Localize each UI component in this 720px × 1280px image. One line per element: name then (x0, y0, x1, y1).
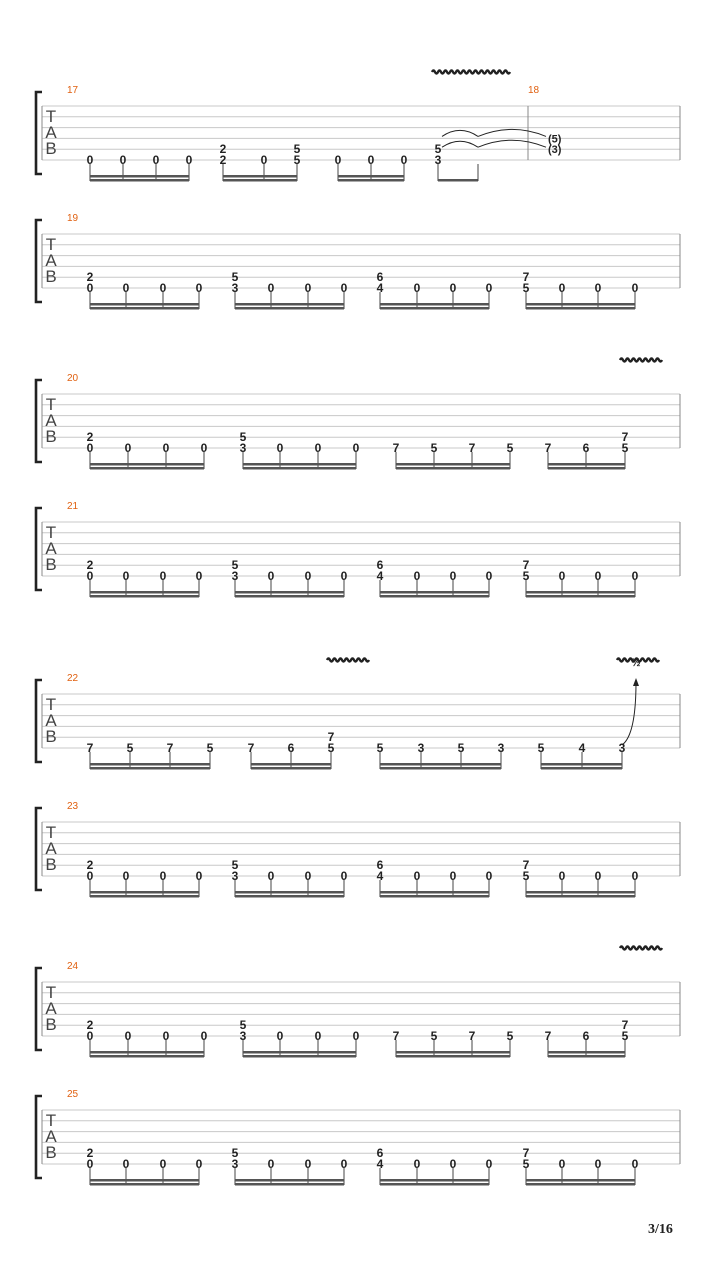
fret-number: 0 (152, 153, 160, 167)
fret-number: 0 (314, 1029, 322, 1043)
beam (380, 1179, 489, 1182)
beam (90, 1179, 199, 1182)
fret-number: 0 (162, 1029, 170, 1043)
beam (90, 1051, 204, 1054)
beam (526, 1183, 635, 1186)
fret-number: 0 (352, 1029, 360, 1043)
fret-number: 0 (195, 1157, 203, 1171)
fret-number: 0 (485, 281, 493, 295)
system-bracket (36, 968, 42, 1050)
beam (526, 307, 635, 310)
vibrato-mark (620, 359, 662, 362)
fret-number: 5 (522, 569, 530, 583)
tied-fret: (5) (548, 133, 562, 146)
beam (235, 1179, 344, 1182)
fret-number: 7 (522, 558, 530, 573)
beam (90, 591, 199, 594)
tie-arc (478, 129, 546, 136)
fret-number: 5 (434, 142, 442, 157)
tab-system (36, 501, 680, 598)
fret-number: 0 (631, 1157, 639, 1171)
fret-number: 0 (413, 869, 421, 883)
fret-number: 0 (594, 1157, 602, 1171)
system-bracket (36, 808, 42, 890)
tab-clef-letter: B (45, 427, 57, 446)
fret-number: 0 (558, 869, 566, 883)
tab-clef-letter: T (45, 523, 57, 542)
fret-number: 0 (485, 869, 493, 883)
fret-number: 6 (287, 741, 295, 755)
tab-clef-letter: T (45, 695, 57, 714)
fret-number: 3 (239, 1029, 247, 1043)
tab-clef-letter: T (45, 235, 57, 254)
fret-number: 5 (239, 1018, 247, 1033)
tab-clef-letter: A (45, 411, 57, 430)
fret-number: 0 (314, 441, 322, 455)
beam (526, 595, 635, 598)
beam (526, 895, 635, 898)
beam (548, 1051, 625, 1054)
fret-number: 7 (522, 1146, 530, 1161)
fret-number: 7 (522, 270, 530, 285)
beam (90, 1055, 204, 1058)
fret-number: 5 (231, 858, 239, 873)
fret-number: 0 (122, 1157, 130, 1171)
beam (90, 179, 189, 182)
tab-clef-letter: A (45, 123, 57, 142)
beam (548, 1055, 625, 1058)
fret-number: 0 (86, 281, 94, 295)
fret-number: 6 (582, 1029, 590, 1043)
fret-number: 0 (449, 281, 457, 295)
fret-number: 0 (340, 569, 348, 583)
fret-number: 5 (522, 1157, 530, 1171)
fret-number: 7 (621, 1018, 629, 1033)
fret-number: 0 (159, 569, 167, 583)
fret-number: 4 (578, 741, 586, 755)
fret-number: 0 (200, 441, 208, 455)
fret-number: 5 (206, 741, 214, 755)
beam (380, 891, 489, 894)
measure-number: 24 (67, 961, 79, 972)
tab-clef-letter: A (45, 999, 57, 1018)
fret-number: 0 (159, 1157, 167, 1171)
fret-number: 0 (304, 281, 312, 295)
fret-number: 0 (334, 153, 342, 167)
fret-number: 0 (413, 281, 421, 295)
fret-number: 2 (86, 430, 94, 445)
beam (526, 591, 635, 594)
beam (438, 179, 478, 182)
fret-number: 7 (86, 741, 94, 755)
tab-system (36, 213, 680, 310)
fret-number: 4 (376, 281, 384, 295)
fret-number: 5 (376, 741, 384, 755)
fret-number: 0 (340, 281, 348, 295)
bend-amount: ½ (631, 657, 641, 669)
fret-number: 5 (231, 1146, 239, 1161)
beam (235, 595, 344, 598)
beam (380, 595, 489, 598)
fret-number: 4 (376, 1157, 384, 1171)
tab-system (36, 1089, 680, 1186)
fret-number: 0 (122, 281, 130, 295)
fret-number: 2 (86, 858, 94, 873)
fret-number: 3 (618, 741, 626, 755)
measure-number: 18 (528, 85, 540, 96)
measure-number: 22 (67, 673, 79, 684)
fret-number: 0 (485, 1157, 493, 1171)
fret-number: 0 (122, 869, 130, 883)
beam (90, 767, 210, 770)
fret-number: 0 (162, 441, 170, 455)
tie-arc (442, 130, 478, 136)
tab-clef-letter: B (45, 1015, 57, 1034)
beam (251, 767, 331, 770)
vibrato-mark (327, 659, 369, 662)
fret-number: 0 (449, 569, 457, 583)
tab-clef-letter: T (45, 395, 57, 414)
fret-number: 0 (86, 1029, 94, 1043)
fret-number: 2 (86, 1018, 94, 1033)
fret-number: 5 (621, 441, 629, 455)
fret-number: 0 (631, 869, 639, 883)
fret-number: 5 (457, 741, 465, 755)
beam (235, 1183, 344, 1186)
beam (526, 1179, 635, 1182)
fret-number: 5 (506, 441, 514, 455)
fret-number: 0 (352, 441, 360, 455)
fret-number: 0 (631, 281, 639, 295)
fret-number: 7 (544, 441, 552, 455)
tab-clef-letter: T (45, 983, 57, 1002)
beam (90, 595, 199, 598)
beam (90, 1183, 199, 1186)
beam (243, 467, 356, 470)
beam (526, 303, 635, 306)
beam (223, 175, 297, 178)
fret-number: 6 (376, 558, 384, 573)
beam (380, 303, 489, 306)
tab-clef-letter: A (45, 711, 57, 730)
tab-clef-letter: A (45, 539, 57, 558)
beam (235, 303, 344, 306)
fret-number: 0 (558, 569, 566, 583)
fret-number: 5 (506, 1029, 514, 1043)
fret-number: 7 (166, 741, 174, 755)
fret-number: 3 (231, 569, 239, 583)
tab-system (36, 657, 680, 770)
tab-clef-letter: B (45, 1143, 57, 1162)
fret-number: 0 (86, 569, 94, 583)
fret-number: 6 (376, 1146, 384, 1161)
fret-number: 3 (231, 1157, 239, 1171)
fret-number: 3 (231, 281, 239, 295)
beam (526, 891, 635, 894)
beam (380, 767, 501, 770)
beam (235, 591, 344, 594)
fret-number: 0 (185, 153, 193, 167)
fret-number: 0 (276, 1029, 284, 1043)
fret-number: 0 (86, 153, 94, 167)
beam (338, 179, 404, 182)
fret-number: 2 (86, 270, 94, 285)
fret-number: 7 (522, 858, 530, 873)
measure-number: 20 (67, 373, 79, 384)
fret-number: 3 (231, 869, 239, 883)
measure-number: 25 (67, 1089, 79, 1100)
fret-number: 3 (239, 441, 247, 455)
system-bracket (36, 220, 42, 302)
fret-number: 0 (558, 281, 566, 295)
fret-number: 0 (449, 869, 457, 883)
fret-number: 0 (304, 569, 312, 583)
tab-clef-letter: T (45, 1111, 57, 1130)
beam (396, 1055, 510, 1058)
fret-number: 5 (430, 441, 438, 455)
fret-number: 0 (119, 153, 127, 167)
system-bracket (36, 680, 42, 762)
fret-number: 5 (621, 1029, 629, 1043)
fret-number: 5 (522, 281, 530, 295)
tab-clef-letter: A (45, 1127, 57, 1146)
bend-arrow (622, 682, 636, 745)
beam (541, 763, 622, 766)
fret-number: 0 (594, 869, 602, 883)
fret-number: 5 (231, 270, 239, 285)
fret-number: 5 (293, 142, 301, 157)
beam (396, 1051, 510, 1054)
fret-number: 7 (392, 1029, 400, 1043)
fret-number: 7 (468, 441, 476, 455)
fret-number: 5 (239, 430, 247, 445)
beam (90, 895, 199, 898)
tied-fret: (3) (548, 144, 562, 157)
fret-number: 0 (558, 1157, 566, 1171)
bend-arrowhead (633, 678, 639, 686)
beam (548, 463, 625, 466)
fret-number: 0 (276, 441, 284, 455)
fret-number: 6 (376, 858, 384, 873)
beam (243, 1055, 356, 1058)
measure-number: 19 (67, 213, 79, 224)
fret-number: 0 (631, 569, 639, 583)
fret-number: 5 (327, 741, 335, 755)
fret-number: 0 (267, 1157, 275, 1171)
beam (90, 891, 199, 894)
fret-number: 0 (86, 1157, 94, 1171)
system-bracket (36, 508, 42, 590)
tie-arc (442, 141, 478, 147)
fret-number: 4 (376, 869, 384, 883)
tab-clef-letter: T (45, 823, 57, 842)
beam (90, 175, 189, 178)
fret-number: 0 (159, 869, 167, 883)
fret-number: 5 (430, 1029, 438, 1043)
tab-clef-letter: B (45, 855, 57, 874)
vibrato-mark (620, 947, 662, 950)
fret-number: 5 (231, 558, 239, 573)
fret-number: 0 (304, 869, 312, 883)
fret-number: 7 (327, 730, 335, 745)
tab-clef-letter: A (45, 839, 57, 858)
system-bracket (36, 92, 42, 174)
fret-number: 0 (260, 153, 268, 167)
beam (90, 467, 204, 470)
fret-number: 4 (376, 569, 384, 583)
fret-number: 0 (594, 281, 602, 295)
beam (251, 763, 331, 766)
beam (380, 763, 501, 766)
fret-number: 0 (340, 869, 348, 883)
beam (396, 463, 510, 466)
fret-number: 6 (376, 270, 384, 285)
fret-number: 0 (400, 153, 408, 167)
fret-number: 0 (485, 569, 493, 583)
measure-number: 21 (67, 501, 79, 512)
beam (223, 179, 297, 182)
beam (380, 1183, 489, 1186)
fret-number: 2 (219, 142, 227, 157)
vibrato-mark (432, 71, 510, 74)
fret-number: 0 (122, 569, 130, 583)
beam (338, 175, 404, 178)
tab-clef-letter: B (45, 267, 57, 286)
tab-system (36, 801, 680, 898)
beam (380, 895, 489, 898)
tab-clef-letter: T (45, 107, 57, 126)
beam (380, 307, 489, 310)
fret-number: 0 (267, 281, 275, 295)
fret-number: 0 (86, 869, 94, 883)
fret-number: 2 (86, 558, 94, 573)
fret-number: 5 (126, 741, 134, 755)
fret-number: 5 (522, 869, 530, 883)
tab-clef-letter: A (45, 251, 57, 270)
beam (396, 467, 510, 470)
fret-number: 7 (247, 741, 255, 755)
system-bracket (36, 1096, 42, 1178)
measure-number: 17 (67, 85, 79, 96)
tab-system (36, 947, 680, 1058)
fret-number: 0 (195, 281, 203, 295)
measure-number: 23 (67, 801, 79, 812)
system-bracket (36, 380, 42, 462)
fret-number: 7 (392, 441, 400, 455)
tab-clef-letter: B (45, 139, 57, 158)
fret-number: 0 (124, 441, 132, 455)
fret-number: 0 (340, 1157, 348, 1171)
fret-number: 0 (304, 1157, 312, 1171)
tie-arc (478, 140, 546, 147)
beam (380, 591, 489, 594)
page-number: 3/16 (648, 1222, 673, 1237)
fret-number: 0 (413, 569, 421, 583)
beam (235, 895, 344, 898)
fret-number: 0 (124, 1029, 132, 1043)
beam (235, 307, 344, 310)
fret-number: 0 (413, 1157, 421, 1171)
beam (90, 307, 199, 310)
fret-number: 7 (544, 1029, 552, 1043)
fret-number: 2 (86, 1146, 94, 1161)
fret-number: 5 (537, 741, 545, 755)
fret-number: 7 (621, 430, 629, 445)
fret-number: 0 (367, 153, 375, 167)
beam (548, 467, 625, 470)
fret-number: 5 (293, 153, 301, 167)
beam (90, 303, 199, 306)
fret-number: 7 (468, 1029, 476, 1043)
beam (243, 1051, 356, 1054)
fret-number: 0 (86, 441, 94, 455)
beam (243, 463, 356, 466)
fret-number: 3 (434, 153, 442, 167)
fret-number: 0 (200, 1029, 208, 1043)
fret-number: 0 (449, 1157, 457, 1171)
beam (541, 767, 622, 770)
fret-number: 2 (219, 153, 227, 167)
beam (90, 763, 210, 766)
fret-number: 0 (267, 569, 275, 583)
tab-clef-letter: B (45, 555, 57, 574)
tab-system (36, 359, 680, 470)
beam (90, 463, 204, 466)
fret-number: 0 (195, 869, 203, 883)
fret-number: 0 (195, 569, 203, 583)
fret-number: 6 (582, 441, 590, 455)
fret-number: 0 (267, 869, 275, 883)
fret-number: 0 (594, 569, 602, 583)
fret-number: 0 (159, 281, 167, 295)
tab-clef-letter: B (45, 727, 57, 746)
beam (235, 891, 344, 894)
tab-system (36, 71, 680, 182)
fret-number: 3 (497, 741, 505, 755)
fret-number: 3 (417, 741, 425, 755)
